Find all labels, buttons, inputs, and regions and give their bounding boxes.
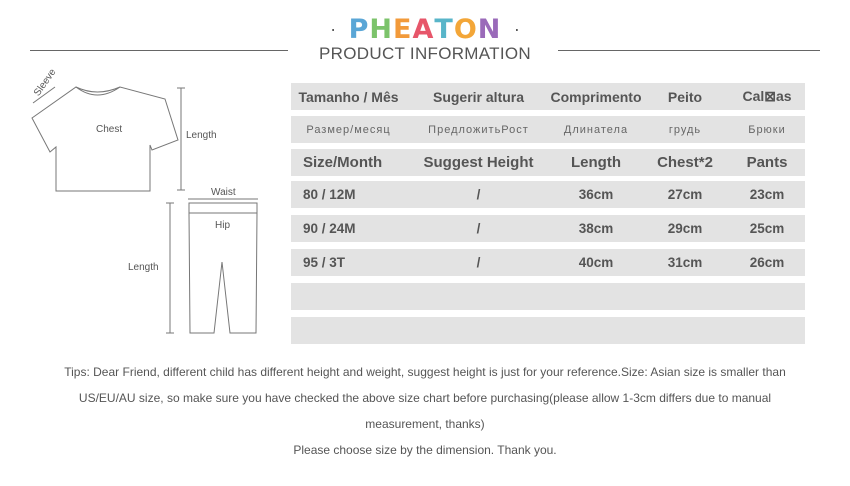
table-row-empty bbox=[291, 317, 805, 344]
label-waist: Waist bbox=[211, 187, 236, 198]
header-cell: Cal⊠as bbox=[742, 88, 792, 104]
brand-dot-right: · bbox=[513, 19, 520, 39]
header-cell: Chest*2 bbox=[657, 154, 713, 171]
table-cell: 38cm bbox=[578, 221, 614, 236]
page-subtitle: PRODUCT INFORMATION bbox=[319, 44, 531, 63]
header-row-english bbox=[291, 149, 805, 176]
table-cell: 23cm bbox=[749, 187, 785, 202]
tips-line-3: measurement, thanks) bbox=[365, 417, 485, 431]
header-cell: Брюки bbox=[748, 123, 786, 136]
header-cell: Pants bbox=[746, 154, 788, 171]
brand-letter: H bbox=[369, 14, 394, 45]
table-row bbox=[291, 181, 805, 208]
header-cell: Размер/месяц bbox=[306, 123, 391, 136]
table-cell: 90 / 24M bbox=[303, 221, 356, 236]
table-cell: / bbox=[476, 255, 481, 270]
brand-dot-left: · bbox=[330, 19, 337, 39]
table-row bbox=[291, 249, 805, 276]
header-cell: Length bbox=[571, 154, 621, 171]
tips-line-4: Please choose size by the dimension. Thank you. bbox=[293, 443, 557, 457]
table-cell: / bbox=[476, 221, 481, 236]
table-row bbox=[291, 215, 805, 242]
header-cell: ПредложитьРост bbox=[428, 123, 529, 136]
tips-line-1: Tips: Dear Friend, different child has different height and weight, suggest height is just for your reference.Size: Asian size is smaller than bbox=[64, 365, 786, 379]
header-row-portuguese bbox=[291, 83, 805, 110]
table-cell: 40cm bbox=[578, 255, 614, 270]
shirt-outline bbox=[32, 87, 178, 191]
label-pants-length: Length bbox=[128, 262, 159, 273]
table-cell: 29cm bbox=[667, 221, 703, 236]
table-cell: 25cm bbox=[749, 221, 785, 236]
header-cell: Длинатела bbox=[563, 123, 629, 136]
brand-letter: P bbox=[348, 14, 370, 45]
brand-logo bbox=[349, 14, 502, 45]
header-cell: Sugerir altura bbox=[432, 88, 525, 105]
table-cell: 36cm bbox=[578, 187, 614, 202]
header-row-russian bbox=[291, 116, 805, 143]
header-cell: Peito bbox=[667, 88, 703, 105]
table-cell: 26cm bbox=[749, 255, 785, 270]
label-chest: Chest bbox=[96, 124, 123, 135]
header-cell: Suggest Height bbox=[423, 154, 534, 171]
brand-letter: N bbox=[477, 14, 502, 45]
table-cell: 27cm bbox=[667, 187, 703, 202]
table-cell: 31cm bbox=[667, 255, 703, 270]
label-shirt-length: Length bbox=[186, 130, 217, 141]
label-hip: Hip bbox=[215, 220, 231, 231]
brand-letter: A bbox=[412, 14, 435, 45]
brand-letter: O bbox=[453, 14, 478, 45]
header-cell: грудь bbox=[668, 123, 702, 136]
tips-line-2: US/EU/AU size, so make sure you have checked the above size chart before purchasing(please allow 1-3cm differs due to manual bbox=[78, 391, 772, 405]
table-row-empty bbox=[291, 283, 805, 310]
label-sleeve: Sleeve bbox=[32, 66, 59, 99]
table-cell: / bbox=[476, 187, 481, 202]
header-cell: Tamanho / Mês bbox=[298, 88, 399, 105]
header-cell: Size/Month bbox=[303, 154, 383, 171]
brand-letter: E bbox=[393, 14, 413, 45]
garment-diagram bbox=[0, 0, 290, 350]
table-cell: 95 / 3T bbox=[303, 255, 346, 270]
table-cell: 80 / 12M bbox=[303, 187, 356, 202]
header-cell: Comprimento bbox=[550, 88, 642, 105]
brand-letter: T bbox=[434, 14, 454, 45]
